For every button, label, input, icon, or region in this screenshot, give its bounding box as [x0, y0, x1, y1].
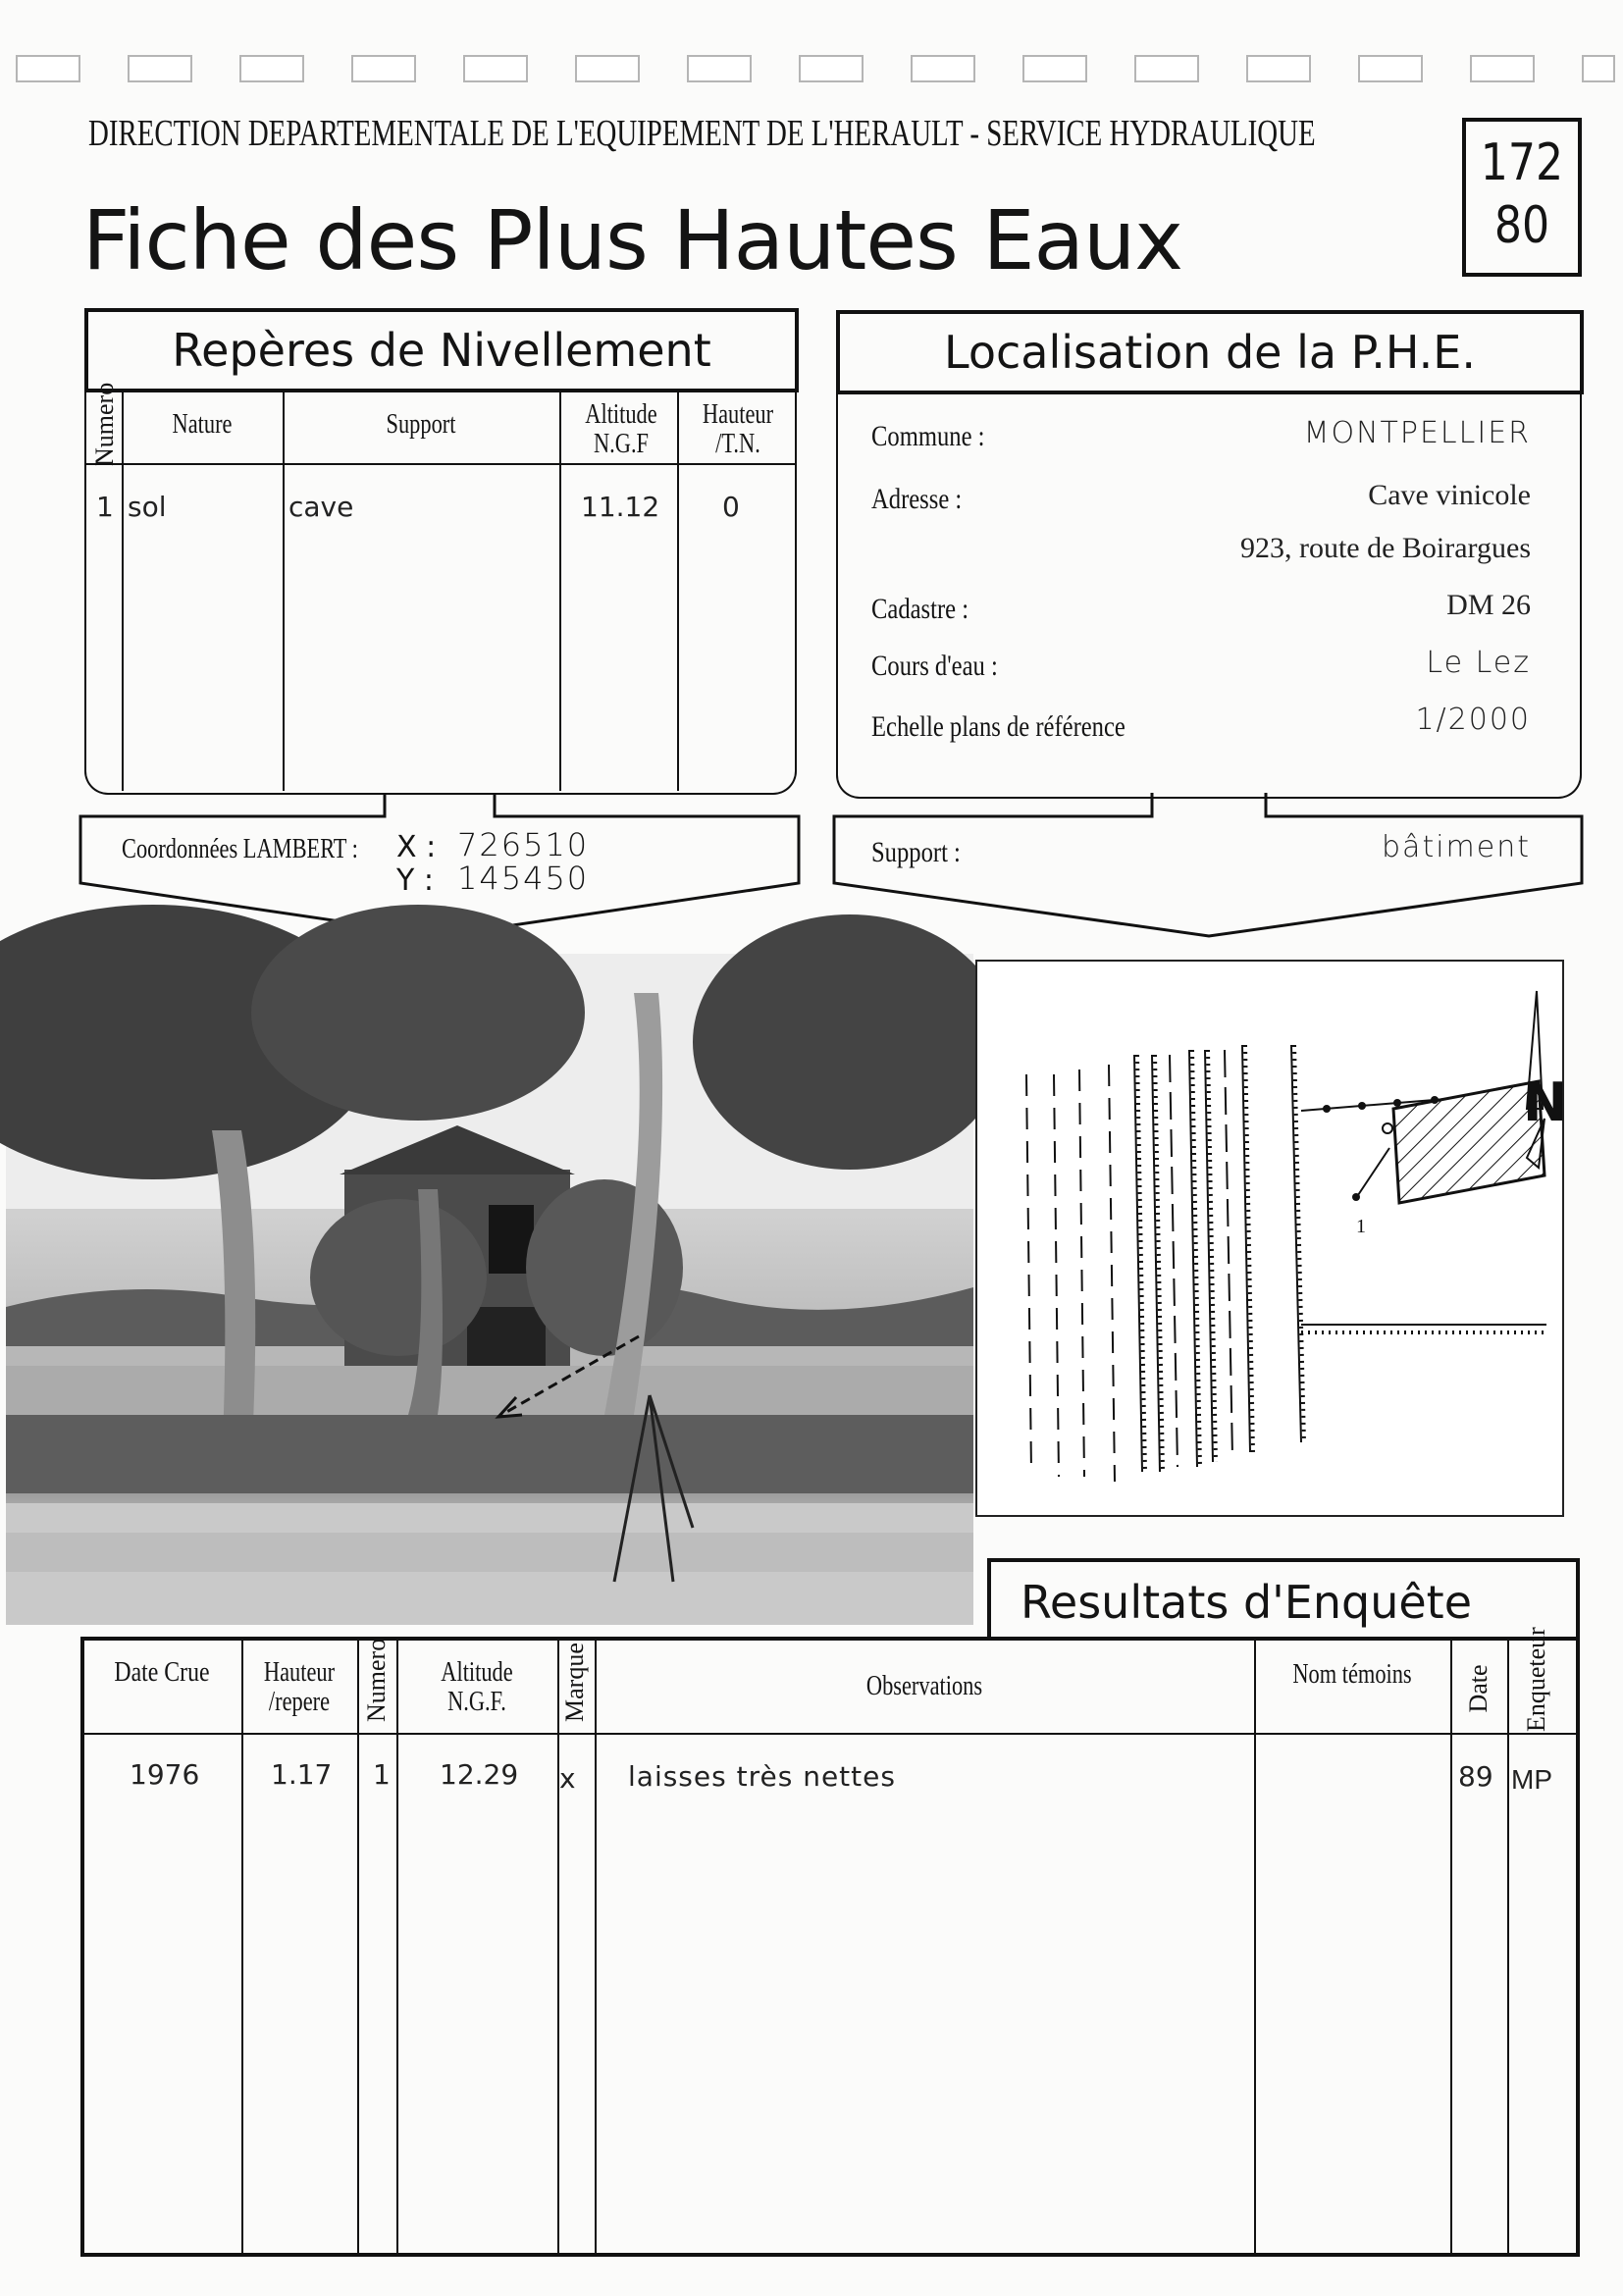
row-hauteur: 1.17	[271, 1758, 333, 1791]
reperes-col-support: Support	[386, 409, 456, 440]
commune-label: Commune :	[871, 420, 985, 452]
adresse-line1: Cave vinicole	[1368, 479, 1531, 511]
enquete-table	[80, 1637, 1580, 2257]
col-enqueteur: Enqueteur	[1522, 1627, 1550, 1732]
cadastre-label: Cadastre :	[871, 593, 969, 625]
col-date: Date	[1464, 1664, 1492, 1713]
row-enqueteur: MP	[1511, 1764, 1552, 1795]
support-value: bâtiment	[1382, 830, 1531, 864]
sheet-number-top: 172	[1480, 133, 1564, 192]
row-date-crue: 1976	[130, 1758, 200, 1791]
echelle-value: 1/2000	[1415, 703, 1531, 737]
row-altitude: 12.29	[440, 1758, 519, 1791]
row-date: 89	[1458, 1760, 1493, 1793]
reperes-row-nature: sol	[128, 491, 167, 523]
reperes-row-support: cave	[288, 491, 354, 523]
reperes-row-numero: 1	[96, 491, 114, 523]
north-label: N	[1523, 1071, 1568, 1133]
reperes-col-numero: Numero	[90, 382, 119, 466]
adresse-label: Adresse :	[871, 483, 963, 515]
support-label: Support :	[871, 836, 961, 868]
reperes-row-hauteur: 0	[722, 491, 740, 523]
col-date-crue: Date Crue	[114, 1657, 210, 1688]
page-title: Fiche des Plus Hautes Eaux	[82, 192, 1182, 288]
col-hauteur-repere: Hauteur /repere	[263, 1657, 336, 1717]
x-label: X :	[396, 830, 437, 864]
agency-header: DIRECTION DEPARTEMENTALE DE L'EQUIPEMENT DE L'HERAULT - SERVICE HYDRAULIQUE	[88, 113, 1316, 154]
sheet-number-box	[1462, 118, 1582, 277]
location-map	[975, 960, 1568, 1517]
echelle-label: Echelle plans de référence	[871, 710, 1126, 743]
cadastre-value: DM 26	[1446, 589, 1531, 621]
reperes-col-hauteur: Hauteur /T.N.	[702, 399, 774, 459]
reperes-col-altitude: Altitude N.G.F	[585, 399, 657, 459]
lambert-label: Coordonnées LAMBERT :	[122, 834, 358, 864]
adresse-line2: 923, route de Boirargues	[1239, 532, 1531, 564]
site-photo	[6, 954, 973, 1625]
row-marque: x	[559, 1762, 576, 1795]
map-marker-label: 1	[1356, 1216, 1366, 1237]
enquete-title: Resultats d'Enquête	[1021, 1576, 1472, 1629]
x-value: 726510	[457, 826, 590, 863]
cours-eau-value: Le Lez	[1426, 646, 1531, 680]
col-observations: Observations	[865, 1671, 983, 1701]
cours-eau-label: Cours d'eau :	[871, 650, 998, 682]
localisation-title: Localisation de la P.H.E.	[836, 310, 1584, 394]
col-nom-temoins: Nom témoins	[1292, 1659, 1412, 1690]
reperes-title: Repères de Nivellement	[84, 308, 799, 392]
y-label: Y :	[396, 863, 434, 898]
y-value: 145450	[457, 860, 590, 897]
commune-value: MONTPELLIER	[1303, 416, 1531, 450]
row-numero: 1	[373, 1758, 391, 1791]
row-observations: laisses très nettes	[628, 1760, 896, 1793]
col-altitude-ngf: Altitude N.G.F.	[441, 1657, 513, 1717]
col-marque: Marque	[560, 1643, 589, 1722]
sheet-number-bottom: 80	[1493, 196, 1550, 255]
col-numero: Numero	[362, 1638, 391, 1722]
reperes-row-altitude: 11.12	[581, 491, 660, 523]
reperes-panel	[84, 391, 797, 795]
reperes-col-nature: Nature	[172, 409, 233, 440]
